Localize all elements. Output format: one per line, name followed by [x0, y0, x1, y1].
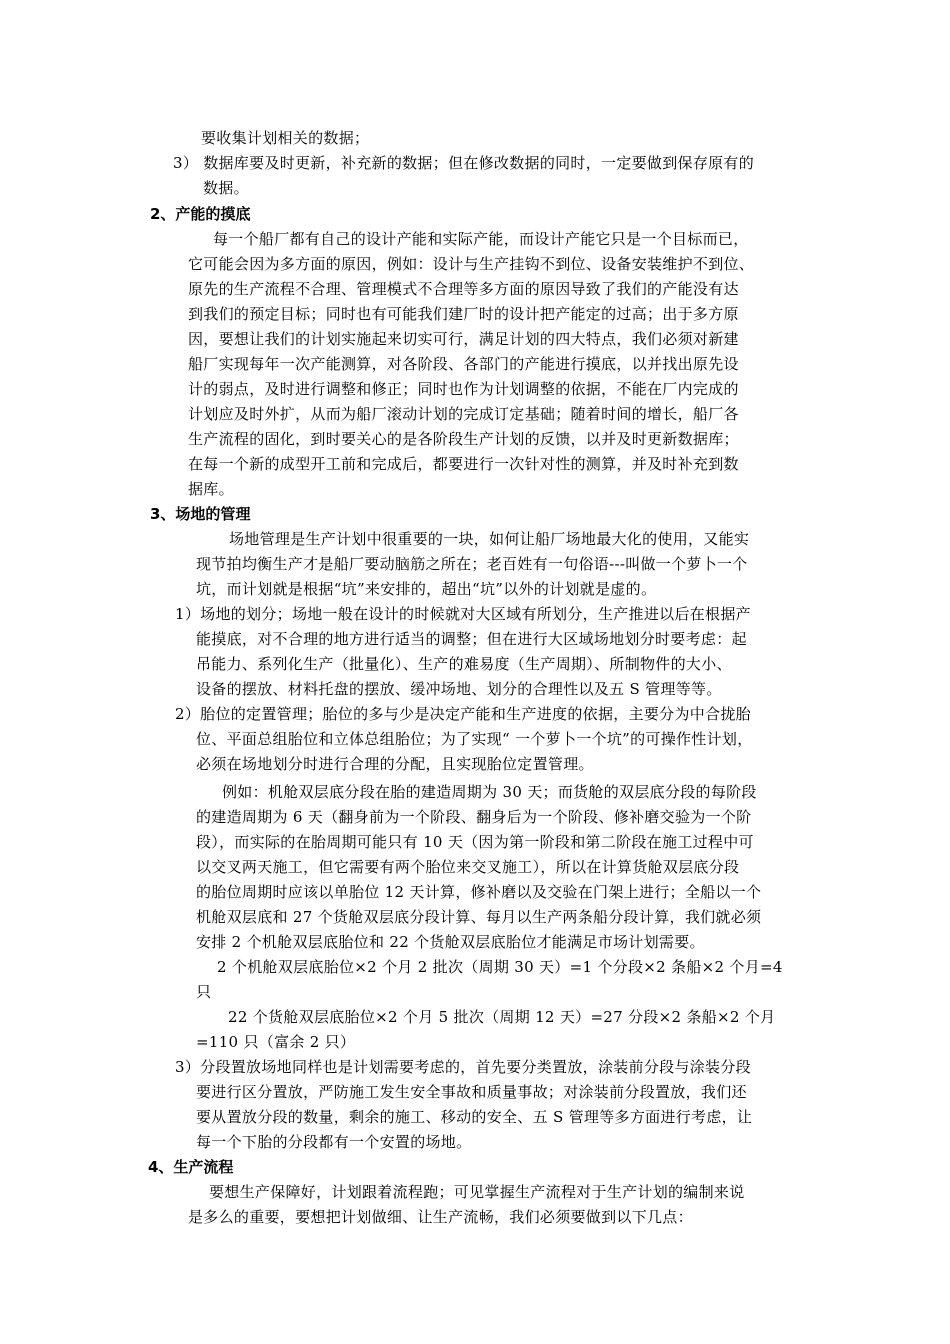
text-line: 在每一个新的成型开工前和完成后，都要进行一次针对性的测算，并及时补充到数 — [188, 455, 739, 473]
text-line: 能摸底，对不合理的地方进行适当的调整；但在进行大区域场地划分时要考虑：起 — [196, 630, 747, 648]
text-line: 要进行区分置放，严防施工发生安全事故和质量事故；对涂装前分段置放，我们还 — [196, 1083, 747, 1101]
text-line: 吊能力、系列化生产（批量化）、生产的难易度（生产周期）、所制物件的大小、 — [196, 655, 732, 673]
list-item-3: 3）分段置放场地同样也是计划需要考虑的，首先要分类置放，涂装前分段与涂装分段 — [175, 1058, 751, 1076]
text-line: 计划应及时外扩，从而为船厂滚动计划的完成订定基础；随着时间的增长，船厂各 — [188, 405, 739, 423]
section-heading-site: 3、场地的管理 — [150, 505, 251, 523]
text-line: 段），而实际的在胎周期可能只有 10 天（因为第一阶段和第二阶段在施工过程中可 — [196, 833, 754, 851]
text-line: 以交叉两天施工，但它需要有两个胎位来交叉施工），所以在计算货舱双层底分段 — [196, 858, 740, 876]
text-line: 它可能会因为多方面的原因，例如：设计与生产挂钩不到位、设备安装维护不到位、 — [188, 255, 755, 273]
text-line: 因，要想让我们的计划实施起来切实可行，满足计划的四大特点，我们必须对新建 — [188, 330, 739, 348]
text-line: 机舱双层底和 27 个货舱双层底分段计算、每月以生产两条船分段计算，我们就必须 — [196, 908, 762, 926]
list-item-3: 3） 数据库要及时更新，补充新的数据；但在修改数据的同时，一定要做到保存原有的 — [173, 154, 755, 172]
text-line: 到我们的预定目标；同时也有可能我们建厂时的设计把产能定的过高；出于多方原 — [188, 305, 739, 323]
text-line: 每一个下胎的分段都有一个安置的场地。 — [196, 1133, 472, 1151]
text-line: 坑，而计划就是根据“坑”来安排的，超出“坑”以外的计划就是虚的。 — [196, 580, 657, 598]
text-line: 现节拍均衡生产才是船厂要动脑筋之所在；老百姓有一句俗语---叫做一个萝卜一个 — [196, 555, 748, 573]
text-line: 设备的摆放、材料托盘的摆放、缓冲场地、划分的合理性以及五 S 管理等等。 — [196, 680, 722, 698]
text-line: 例如：机舱双层底分段在胎的建造周期为 30 天；而货舱的双层底分段的每阶段 — [222, 783, 757, 801]
list-item-2: 2）胎位的定置管理；胎位的多与少是决定产能和生产进度的依据，主要分为中合拢胎 — [175, 705, 751, 723]
text-line: 场地管理是生产计划中很重要的一块，如何让船厂场地最大化的使用，又能实 — [229, 530, 750, 548]
text-line: 计的弱点，及时进行调整和修正；同时也作为计划调整的依据，不能在厂内完成的 — [188, 380, 739, 398]
text-line: 据库。 — [188, 480, 234, 498]
section-heading-capacity: 2、产能的摸底 — [150, 205, 251, 223]
text-line: 原先的生产流程不合理、管理模式不合理等多方面的原因导致了我们的产能没有达 — [188, 280, 739, 298]
formula-line: 22 个货舱双层底胎位×2 个月 5 批次（周期 12 天）=27 分段×2 条船×2 个月 — [228, 1008, 776, 1026]
formula-line: 只 — [196, 983, 212, 1001]
formula-line: 2 个机舱双层底胎位×2 个月 2 批次（周期 30 天）=1 个分段×2 条船×2 个月=4 — [217, 958, 783, 976]
text-line: 生产流程的固化，到时要关心的是各阶段生产计划的反馈，以并及时更新数据库； — [188, 430, 739, 448]
text-line: 安排 2 个机舱双层底胎位和 22 个货舱双层底胎位才能满足市场计划需要。 — [196, 933, 705, 951]
text-line: 要收集计划相关的数据； — [201, 129, 370, 147]
text-line: 要从置放分段的数量，剩余的施工、移动的安全、五 S 管理等多方面进行考虑，让 — [196, 1108, 753, 1126]
text-line: 的胎位周期时应该以单胎位 12 天计算，修补磨以及交验在门架上进行；全船以一个 — [196, 883, 762, 901]
formula-line: =110 只（富余 2 只） — [196, 1033, 356, 1051]
text-line: 的建造周期为 6 天（翻身前为一个阶段、翻身后为一个阶段、修补磨交验为一个阶 — [196, 808, 752, 826]
text-line: 必须在场地划分时进行合理的分配，且实现胎位定置管理。 — [196, 755, 594, 773]
text-line: 是多么的重要，要想把计划做细、让生产流畅，我们必须要做到以下几点： — [188, 1208, 693, 1226]
text-line: 船厂实现每年一次产能测算，对各阶段、各部门的产能进行摸底，以并找出原先设 — [188, 355, 739, 373]
text-line: 位、平面总组胎位和立体总组胎位；为了实现“ 一个萝卜一个坑”的可操作性计划， — [196, 730, 753, 748]
text-line: 要想生产保障好，计划跟着流程跑；可见掌握生产流程对于生产计划的编制来说 — [209, 1183, 745, 1201]
section-heading-process: 4、生产流程 — [148, 1158, 234, 1176]
list-item-1: 1）场地的划分；场地一般在设计的时候就对大区域有所划分，生产推进以后在根据产 — [175, 605, 751, 623]
text-line: 数据。 — [203, 179, 249, 197]
text-line: 每一个船厂都有自己的设计产能和实际产能，而设计产能它只是一个目标而已， — [213, 230, 749, 248]
